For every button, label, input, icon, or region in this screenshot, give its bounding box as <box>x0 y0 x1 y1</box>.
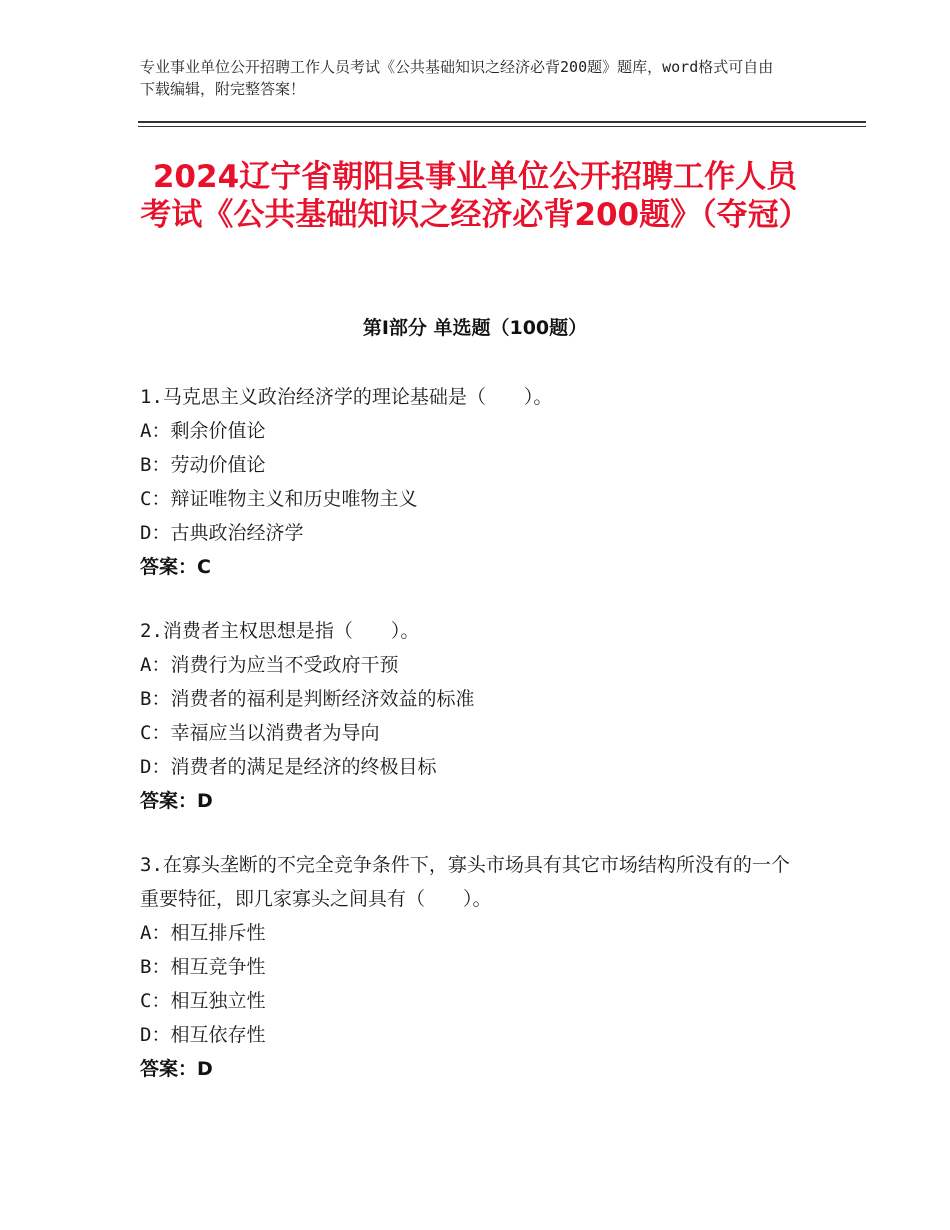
option-a: A：消费行为应当不受政府干预 <box>140 654 399 676</box>
header-divider-thin <box>138 126 866 127</box>
answer: 答案：C <box>140 556 211 578</box>
option-d: D：相互依存性 <box>140 1024 266 1046</box>
section-title: 第Ⅰ部分 单选题（100题） <box>362 317 588 339</box>
question-stem: 2.消费者主权思想是指（ ）。 <box>140 620 420 642</box>
option-d: D：古典政治经济学 <box>140 522 304 544</box>
option-c: C：辩证唯物主义和历史唯物主义 <box>140 488 418 510</box>
question-1 <box>140 380 800 584</box>
question-2 <box>140 614 800 818</box>
question-stem: 1.马克思主义政治经济学的理论基础是（ ）。 <box>140 386 553 408</box>
question-stem: 3.在寡头垄断的不完全竞争条件下，寡头市场具有其它市场结构所没有的一个重要特征，即几家寡头之间具有（ ）。 <box>140 854 790 910</box>
answer: 答案：D <box>140 790 213 812</box>
option-a: A：相互排斥性 <box>140 922 266 944</box>
option-c: C：幸福应当以消费者为导向 <box>140 722 380 744</box>
option-d: D：消费者的满足是经济的终极目标 <box>140 756 437 778</box>
header-note: 专业事业单位公开招聘工作人员考试《公共基础知识之经济必背200题》题库，word格式可自由下载编辑，附完整答案！ <box>140 58 774 98</box>
option-b: B：相互竞争性 <box>140 956 266 978</box>
document-title: 2024辽宁省朝阳县事业单位公开招聘工作人员考试《公共基础知识之经济必背200题》（夺冠） <box>140 159 810 233</box>
option-a: A：剩余价值论 <box>140 420 266 442</box>
question-3 <box>140 848 800 1086</box>
option-b: B：劳动价值论 <box>140 454 266 476</box>
option-c: C：相互独立性 <box>140 990 266 1012</box>
option-b: B：消费者的福利是判断经济效益的标准 <box>140 688 475 710</box>
header-divider-thick <box>138 121 866 123</box>
question-list <box>140 380 800 1116</box>
answer: 答案：D <box>140 1058 213 1080</box>
